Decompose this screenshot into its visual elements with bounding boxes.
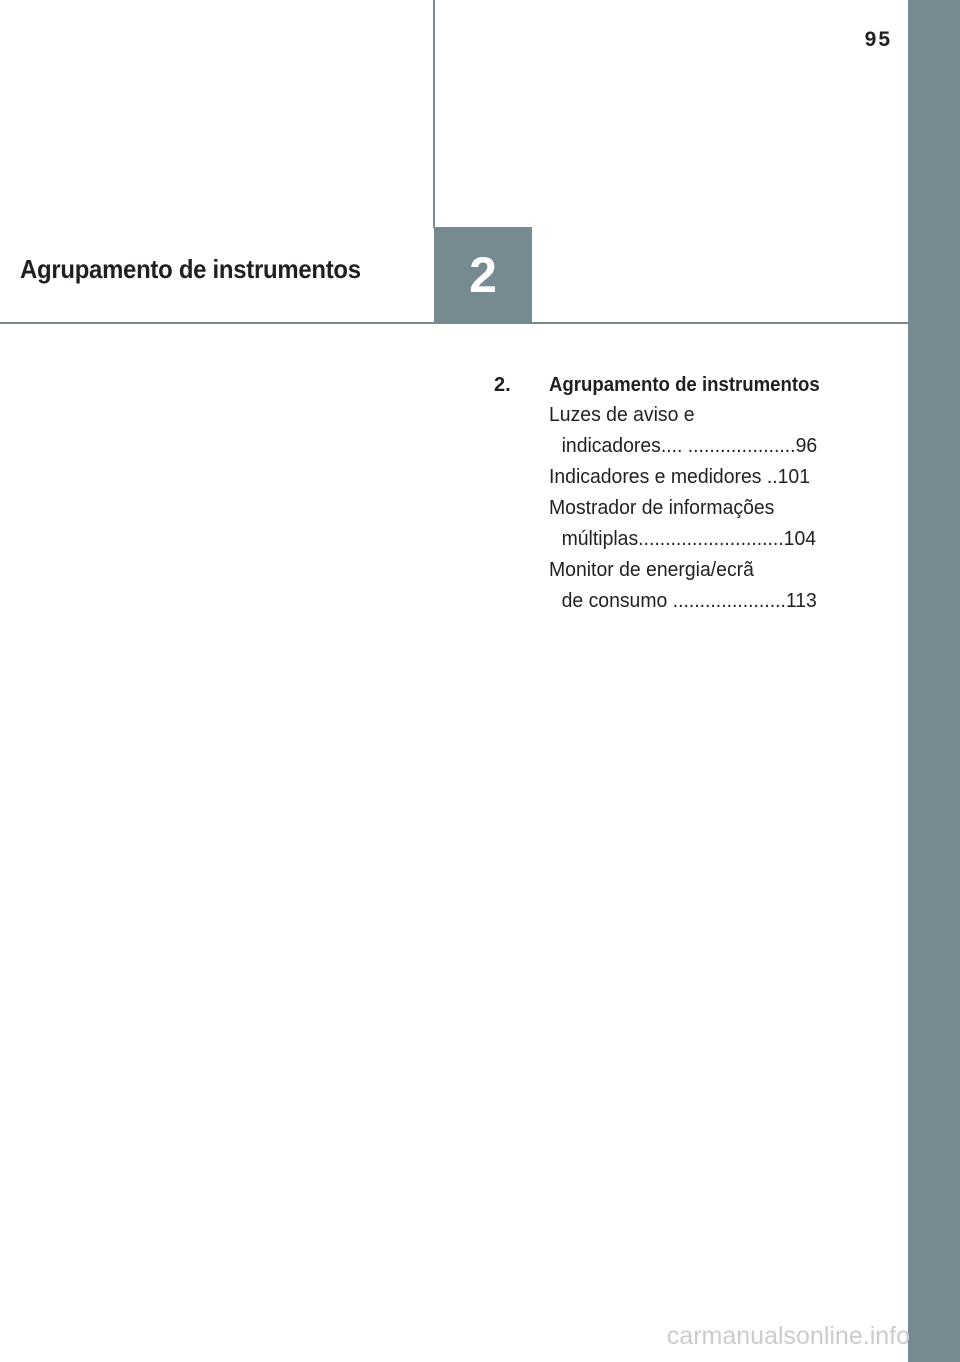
toc-entry-gauges-meters[interactable] bbox=[549, 462, 854, 493]
toc-entry-multi-info-display[interactable] bbox=[549, 493, 854, 555]
vertical-divider bbox=[433, 0, 435, 228]
side-tab-bar bbox=[908, 0, 960, 1362]
toc-entry-line: Mostrador de informações bbox=[549, 497, 775, 519]
toc-section-number: 2. bbox=[494, 374, 511, 396]
toc-entry-line: múltiplas...........................104 bbox=[561, 528, 817, 550]
watermark: carmanualsonline.info bbox=[666, 1322, 910, 1350]
toc-entry-line: Indicadores e medidores ..101 bbox=[549, 466, 810, 488]
toc-entry-line: Monitor de energia/ecrã bbox=[549, 559, 754, 581]
toc-entry-line: Luzes de aviso e bbox=[549, 404, 695, 426]
toc-section-heading[interactable] bbox=[494, 370, 854, 400]
toc-entry-warning-lights[interactable] bbox=[549, 400, 854, 462]
page-number: 95 bbox=[864, 28, 892, 51]
table-of-contents bbox=[494, 370, 854, 617]
toc-entry-line: indicadores.... ....................96 bbox=[561, 435, 818, 457]
toc-entry-line: de consumo .....................113 bbox=[561, 590, 817, 612]
chapter-number-box: 2 bbox=[434, 227, 532, 324]
chapter-title: Agrupamento de instrumentos bbox=[20, 254, 361, 284]
toc-section-title: Agrupamento de instrumentos bbox=[549, 374, 820, 396]
toc-entry-energy-monitor[interactable] bbox=[549, 555, 854, 617]
